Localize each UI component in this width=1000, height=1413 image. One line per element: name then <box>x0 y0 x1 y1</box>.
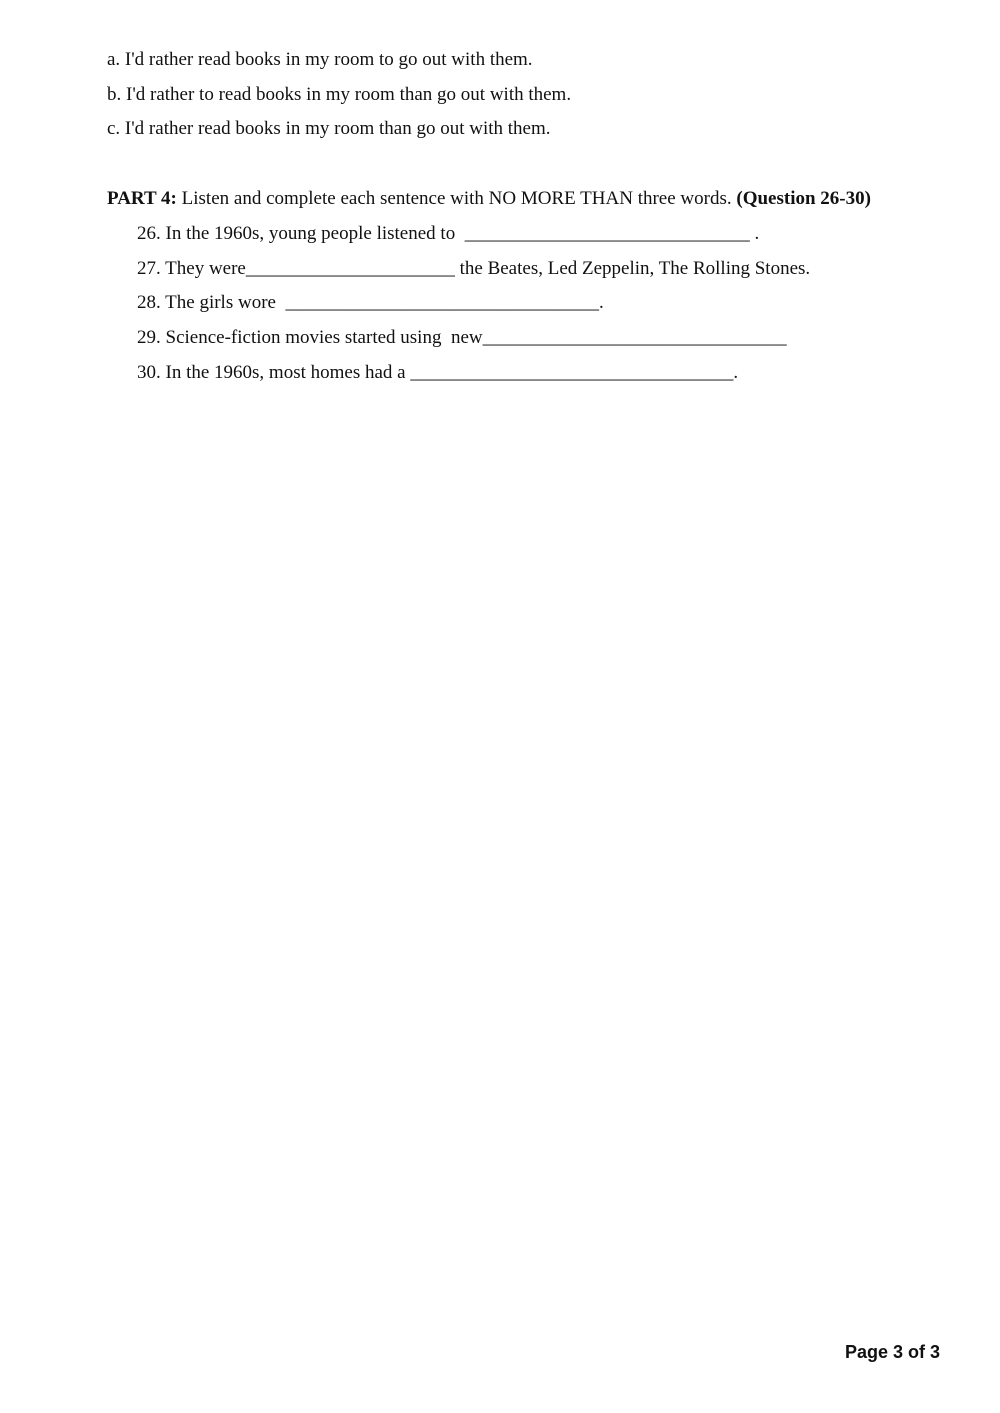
question-27: 27. They were______________________ the Beates, Led Zeppelin, The Rolling Stones. <box>137 258 811 279</box>
part-4-instruction: Listen and complete each sentence with NO MORE THAN three words. <box>176 188 737 209</box>
answer-option-c: c. I'd rather read books in my room than go out with them. <box>107 118 551 139</box>
question-29: 29. Science-fiction movies started using new________________________________ <box>137 327 787 348</box>
total-pages: 3 <box>929 1342 940 1362</box>
page-number <box>845 1342 940 1363</box>
answer-option-b: b. I'd rather to read books in my room than go out with them. <box>107 84 572 105</box>
part-4-label: PART 4: <box>107 188 177 209</box>
page-word: Page <box>844 1342 893 1362</box>
question-26: 26. In the 1960s, young people listened to ______________________________ . <box>137 223 760 244</box>
current-page: 3 <box>892 1342 903 1362</box>
question-30: 30. In the 1960s, most homes had a __________________________________. <box>137 362 739 383</box>
question-28: 28. The girls wore _________________________________. <box>137 292 604 313</box>
answer-option-a: a. I'd rather read books in my room to go out with them. <box>107 49 533 70</box>
part-4-heading <box>107 187 871 211</box>
of-word: of <box>902 1342 930 1362</box>
part-4-question-range: (Question 26-30) <box>736 188 871 209</box>
